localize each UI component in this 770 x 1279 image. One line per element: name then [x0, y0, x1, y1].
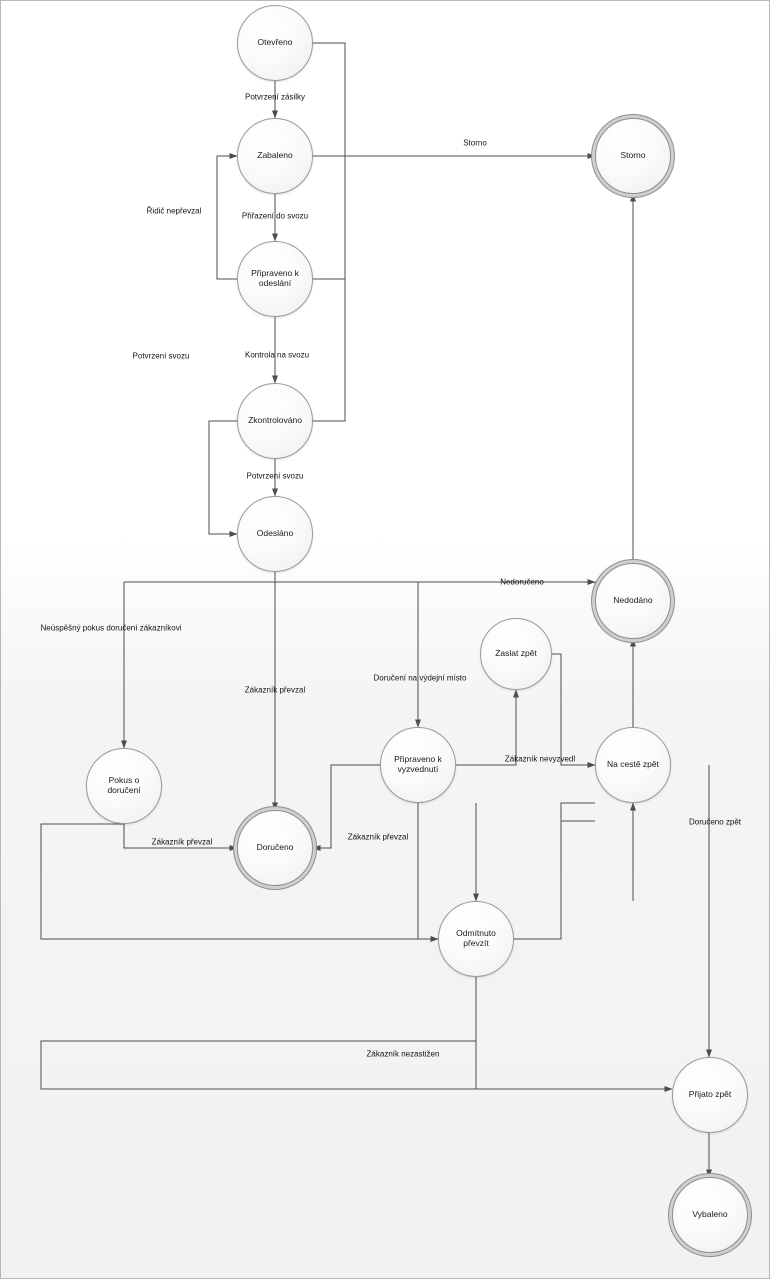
state-label: Storno — [620, 150, 646, 161]
edge-label-storno: Storno — [463, 138, 487, 148]
state-na-ceste-zpet[interactable] — [595, 727, 671, 803]
edge-label-zakaznik-prevzal-3: Zákazník převzal — [347, 832, 409, 842]
state-label: Zkontrolováno — [248, 415, 302, 426]
edge-label-potvrzeni-svozu-2: Potvrzení svozu — [246, 471, 304, 481]
edge-label-potvrzeni-svozu-1: Potvrzení svozu — [132, 351, 190, 361]
state-pripraveno-k-vyzvednuti[interactable] — [380, 727, 456, 803]
state-zaslat-zpet[interactable] — [480, 618, 552, 690]
state-label: Otevřeno — [257, 37, 293, 48]
state-prijato-zpet[interactable] — [672, 1057, 748, 1133]
state-nedodano[interactable] — [595, 563, 671, 639]
state-label: Odesláno — [256, 528, 294, 539]
state-zkontrolovano[interactable] — [237, 383, 313, 459]
edge-label-kontrola-na-svozu: Kontrola na svozu — [244, 350, 310, 360]
state-label: Doručeno — [256, 842, 294, 853]
edge-label-zakaznik-prevzal-2: Zákazník převzal — [151, 837, 213, 847]
edge-label-zakaznik-nevyzvedl: Zákazník nevyzvedl — [504, 754, 576, 764]
state-zabaleno[interactable] — [237, 118, 313, 194]
state-storno[interactable] — [595, 118, 671, 194]
state-label: Zabaleno — [257, 150, 293, 161]
state-otevreno[interactable] — [237, 5, 313, 81]
edge-label-doruceni-na-vydejni-misto: Doručení na výdejní místo — [373, 673, 467, 683]
state-label: Na cestě zpět — [607, 759, 659, 770]
edge-label-potvrzeni-zasilky: Potvrzení zásilky — [244, 92, 306, 102]
edge-label-prirazeni-do-svozu: Přiřazení do svozu — [241, 211, 309, 221]
state-odeslano[interactable] — [237, 496, 313, 572]
state-label: Přijato zpět — [688, 1089, 732, 1100]
state-label: Zaslat zpět — [495, 648, 537, 659]
state-label: Připraveno k odeslání — [251, 268, 299, 288]
state-pripraveno-k-odeslani[interactable] — [237, 241, 313, 317]
state-label: Vybaleno — [692, 1209, 728, 1220]
edge-label-doruceno-zpet: Doručeno zpět — [688, 817, 742, 827]
edge-label-nedoruceno: Nedoručeno — [500, 577, 544, 587]
state-doruceno[interactable] — [237, 810, 313, 886]
state-label: Odmítnuto převzít — [456, 928, 496, 948]
state-odmitnuto-prevzit[interactable] — [438, 901, 514, 977]
state-label: Připraveno k vyzvednutí — [394, 754, 442, 774]
edge-label-ridic-neprevzal: Řidič nepřevzal — [146, 206, 202, 216]
edge-label-neuspesny-pokus: Neúspěšný pokus doručení zákazníkovi — [40, 623, 182, 633]
state-pokus-o-doruceni[interactable] — [86, 748, 162, 824]
state-label: Nedodáno — [613, 595, 653, 606]
state-label: Pokus o doručení — [107, 775, 141, 795]
diagram-edges — [1, 1, 770, 1279]
edge-label-zakaznik-nezastizen: Zákazník nezastižen — [366, 1049, 440, 1059]
edge-label-zakaznik-prevzal-1: Zákazník převzal — [244, 685, 306, 695]
state-vybaleno[interactable] — [672, 1177, 748, 1253]
